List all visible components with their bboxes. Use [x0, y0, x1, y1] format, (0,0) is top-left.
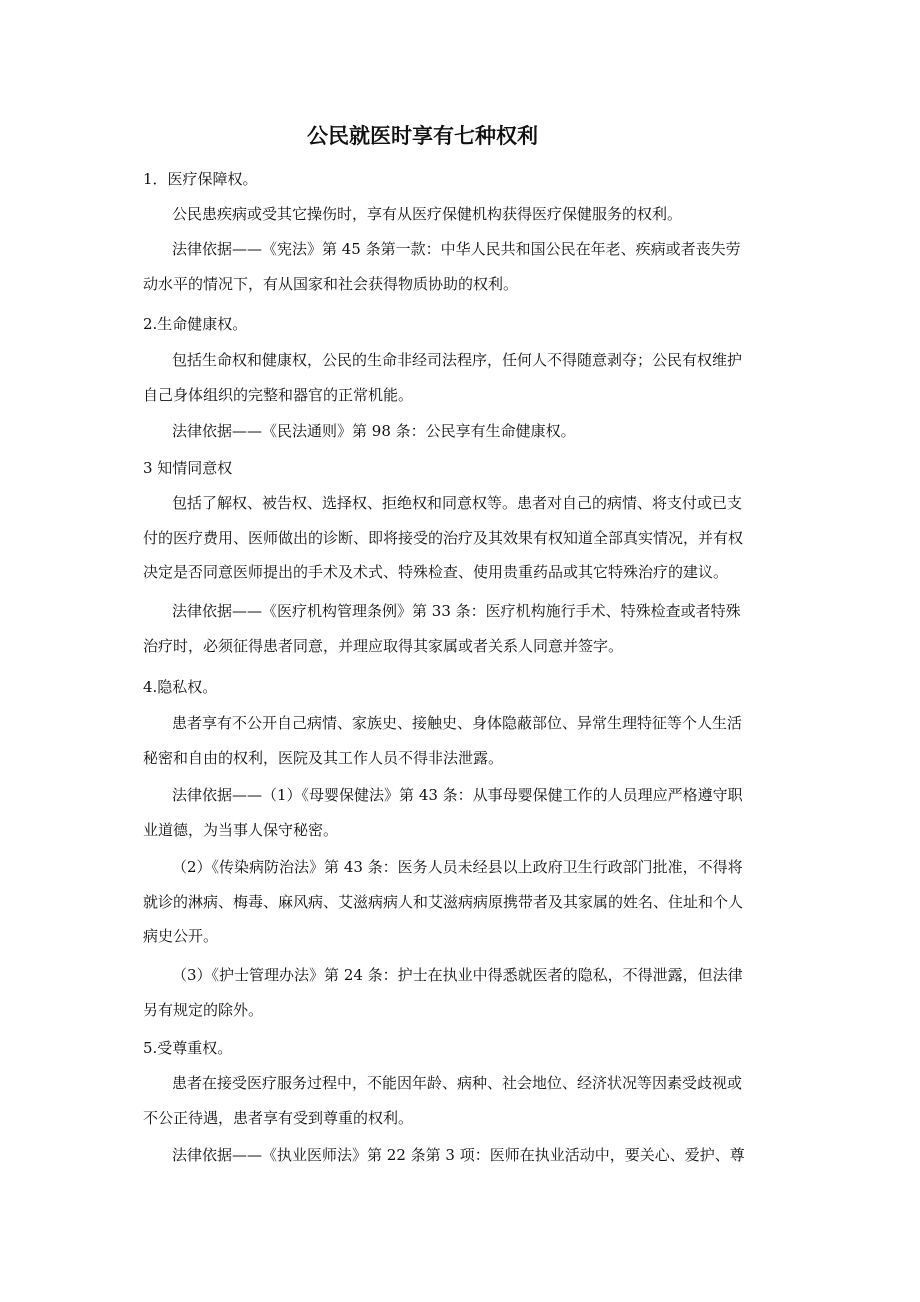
text-line: 法律依据——《执业医师法》第 22 条第 3 项：医师在执业活动中，要关心、爱护、尊	[172, 1146, 745, 1164]
text-line: 自己身体组织的完整和器官的正常机能。	[143, 385, 414, 404]
text-line: （2）《传染病防治法》第 43 条：医务人员未经县以上政府卫生行政部门批准，不得将	[172, 858, 743, 876]
section-heading-5: 5.受尊重权。	[143, 1039, 233, 1057]
section-heading-1: 1．医疗保障权。	[143, 170, 258, 188]
text-line: 动水平的情况下，有从国家和社会获得物质协助的权利。	[143, 274, 519, 293]
paragraph-s4-p1	[143, 706, 742, 775]
text-line: 患者在接受医疗服务过程中，不能因年龄、病种、社会地位、经济状况等因素受歧视或	[172, 1074, 743, 1092]
text-line: 不公正待遇，患者享有受到尊重的权利。	[143, 1108, 414, 1127]
text-line: 公民患疾病或受其它操伤时，享有从医疗保健机构获得医疗保健服务的权利。	[172, 205, 683, 223]
section-heading-2: 2.生命健康权。	[143, 315, 248, 333]
paragraph-s4-p4	[143, 958, 743, 1027]
text-line: 付的医疗费用、医师做出的诊断、即将接受的治疗及其效果有权知道全部真实情况，并有权	[143, 528, 744, 547]
paragraph-s1-p2	[143, 232, 741, 301]
text-line: 业道德，为当事人保守秘密。	[143, 820, 339, 839]
text-line: 包括了解权、被告权、选择权、拒绝权和同意权等。患者对自己的病情、将支付或已支	[172, 494, 743, 512]
document-title: 公民就医时享有七种权利	[307, 123, 538, 148]
text-line: （3）《护士管理办法》第 24 条：护士在执业中得悉就医者的隐私，不得泄露，但法律	[172, 966, 743, 984]
text-line: 治疗时，必须征得患者同意，并理应取得其家属或者关系人同意并签字。	[143, 636, 624, 655]
paragraph-s4-p2	[143, 778, 743, 847]
paragraph-s3-p1	[143, 486, 743, 590]
paragraph-s4-p3	[143, 850, 743, 954]
text-line: 决定是否同意医师提出的手术及术式、特殊检查、使用贵重药品或其它特殊治疗的建议。	[143, 563, 729, 582]
text-line: 法律依据——《宪法》第 45 条第一款：中华人民共和国公民在年老、疾病或者丧失劳	[172, 240, 741, 258]
paragraph-s5-p1	[143, 1066, 742, 1135]
text-line: 法律依据——《医疗机构管理条例》第 33 条：医疗机构施行手术、特殊检查或者特殊	[172, 602, 741, 620]
text-line: 秘密和自由的权利，医院及其工作人员不得非法泄露。	[143, 748, 504, 767]
paragraph-s1-p1	[143, 197, 682, 232]
text-line: 就诊的淋病、梅毒、麻风病、艾滋病病人和艾滋病病原携带者及其家属的姓名、住址和个人	[143, 892, 744, 911]
section-heading-4: 4.隐私权。	[143, 678, 218, 696]
paragraph-s3-p2	[143, 594, 741, 663]
text-line: 另有规定的除外。	[143, 1000, 264, 1019]
text-line: 法律依据——（1）《母婴保健法》第 43 条：从事母婴保健工作的人员理应严格遵守职	[172, 786, 743, 804]
paragraph-s5-p2	[143, 1138, 745, 1173]
section-heading-3: 3 知情同意权	[143, 459, 233, 477]
text-line: 包括生命权和健康权，公民的生命非经司法程序，任何人不得随意剥夺；公民有权维护	[172, 351, 743, 369]
text-line: 患者享有不公开自己病情、家族史、接触史、身体隐蔽部位、异常生理特征等个人生活	[172, 714, 743, 732]
paragraph-s2-p2	[143, 414, 576, 449]
text-line: 病史公开。	[143, 927, 219, 946]
paragraph-s2-p1	[143, 343, 742, 412]
text-line: 法律依据——《民法通则》第 98 条：公民享有生命健康权。	[172, 422, 576, 440]
